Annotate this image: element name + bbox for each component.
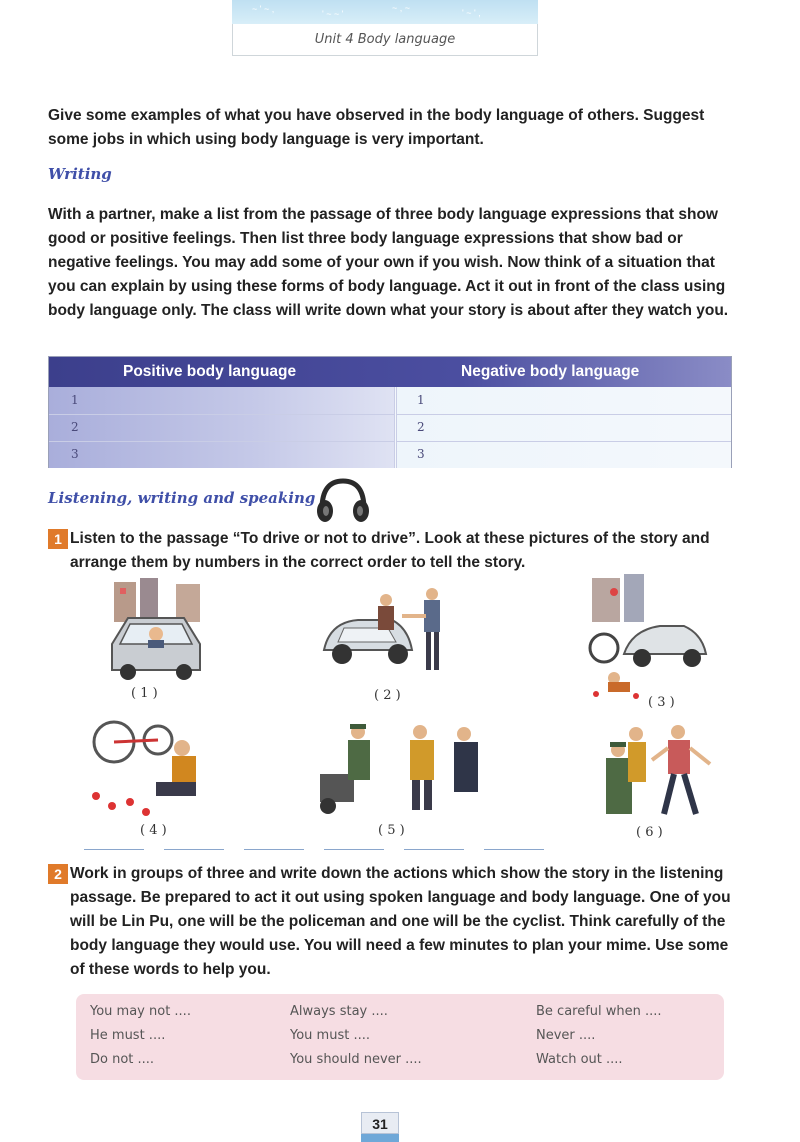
phrase: Never .... bbox=[536, 1028, 596, 1043]
story-picture-3 bbox=[584, 572, 714, 702]
writing-title: Writing bbox=[48, 165, 112, 183]
story-picture-1 bbox=[106, 578, 206, 684]
table-header bbox=[49, 357, 731, 387]
answer-blank[interactable] bbox=[484, 849, 544, 850]
caption-2: ( 2 ) bbox=[374, 688, 401, 703]
story-picture-4 bbox=[86, 718, 216, 820]
phrase: You may not .... bbox=[90, 1004, 191, 1019]
activity-1-text: Listen to the passage “To drive or not to drive”. Look at these pictures of the story and arrange them by numbers in the correct order to tell the story. bbox=[70, 530, 710, 571]
phrase: Always stay .... bbox=[290, 1004, 388, 1019]
phrase-box bbox=[76, 994, 724, 1080]
positive-row-number: 1 bbox=[71, 393, 79, 407]
story-picture-2 bbox=[318, 584, 458, 680]
header-decoration: ~ ' ~ , ' ~ ~ ' ~ , ~ ' ~ ' , bbox=[232, 0, 538, 24]
positive-row-number: 3 bbox=[71, 447, 79, 461]
phrase: Watch out .... bbox=[536, 1052, 623, 1067]
page-number-bar bbox=[361, 1134, 399, 1142]
body-language-table bbox=[48, 356, 732, 468]
caption-3: ( 3 ) bbox=[648, 695, 675, 710]
positive-column bbox=[49, 387, 394, 468]
negative-row-number: 1 bbox=[417, 393, 425, 407]
positive-header: Positive body language bbox=[123, 363, 297, 380]
phrase: You should never .... bbox=[290, 1052, 422, 1067]
caption-1: ( 1 ) bbox=[131, 686, 158, 701]
answer-blank[interactable] bbox=[324, 849, 384, 850]
page-number: 31 bbox=[361, 1112, 399, 1134]
story-picture-5 bbox=[314, 720, 496, 816]
answer-blank[interactable] bbox=[164, 849, 224, 850]
story-picture-6 bbox=[588, 720, 716, 826]
negative-row-number: 3 bbox=[417, 447, 425, 461]
caption-5: ( 5 ) bbox=[378, 823, 405, 838]
intro-paragraph: Give some examples of what you have observed in the body language of others. Suggest some jobs in which using body language is very important. bbox=[48, 107, 705, 148]
answer-blank[interactable] bbox=[404, 849, 464, 850]
negative-row-number: 2 bbox=[417, 420, 425, 434]
phrase: You must .... bbox=[290, 1028, 370, 1043]
phrase: He must .... bbox=[90, 1028, 166, 1043]
negative-header: Negative body language bbox=[461, 363, 640, 380]
positive-row-number: 2 bbox=[71, 420, 79, 434]
writing-paragraph: With a partner, make a list from the passage of three body language expressions that show good or positive feelings. Then list three body language expressions that show bad or negative feelings. You may add some of your own if you wish. Now think of a situation that you can explain by using these forms of body language. Act it out in front of the class using body language only. The class will write down what your story is about after they watch you. bbox=[48, 206, 729, 319]
caption-4: ( 4 ) bbox=[140, 823, 167, 838]
phrase: Do not .... bbox=[90, 1052, 155, 1067]
activity-2-text: Work in groups of three and write down the actions which show the story in the listening passage. Be prepared to act it out using spoken language and body language. One of you will be Lin Pu, one will be the policeman and one will be the cyclist. Think carefully of the body language they would use. You will need a few minutes to plan your mime. Use some of these words to help you. bbox=[70, 865, 731, 978]
phrase: Be careful when .... bbox=[536, 1004, 662, 1019]
answer-blank[interactable] bbox=[84, 849, 144, 850]
activity-1-badge: 1 bbox=[48, 529, 68, 549]
activity-2-badge: 2 bbox=[48, 864, 68, 884]
unit-title: Unit 4 Body language bbox=[232, 24, 538, 56]
headphones-icon bbox=[314, 475, 372, 525]
listening-title: Listening, writing and speaking bbox=[48, 489, 316, 507]
answer-blank[interactable] bbox=[244, 849, 304, 850]
negative-column bbox=[394, 387, 731, 468]
caption-6: ( 6 ) bbox=[636, 825, 663, 840]
